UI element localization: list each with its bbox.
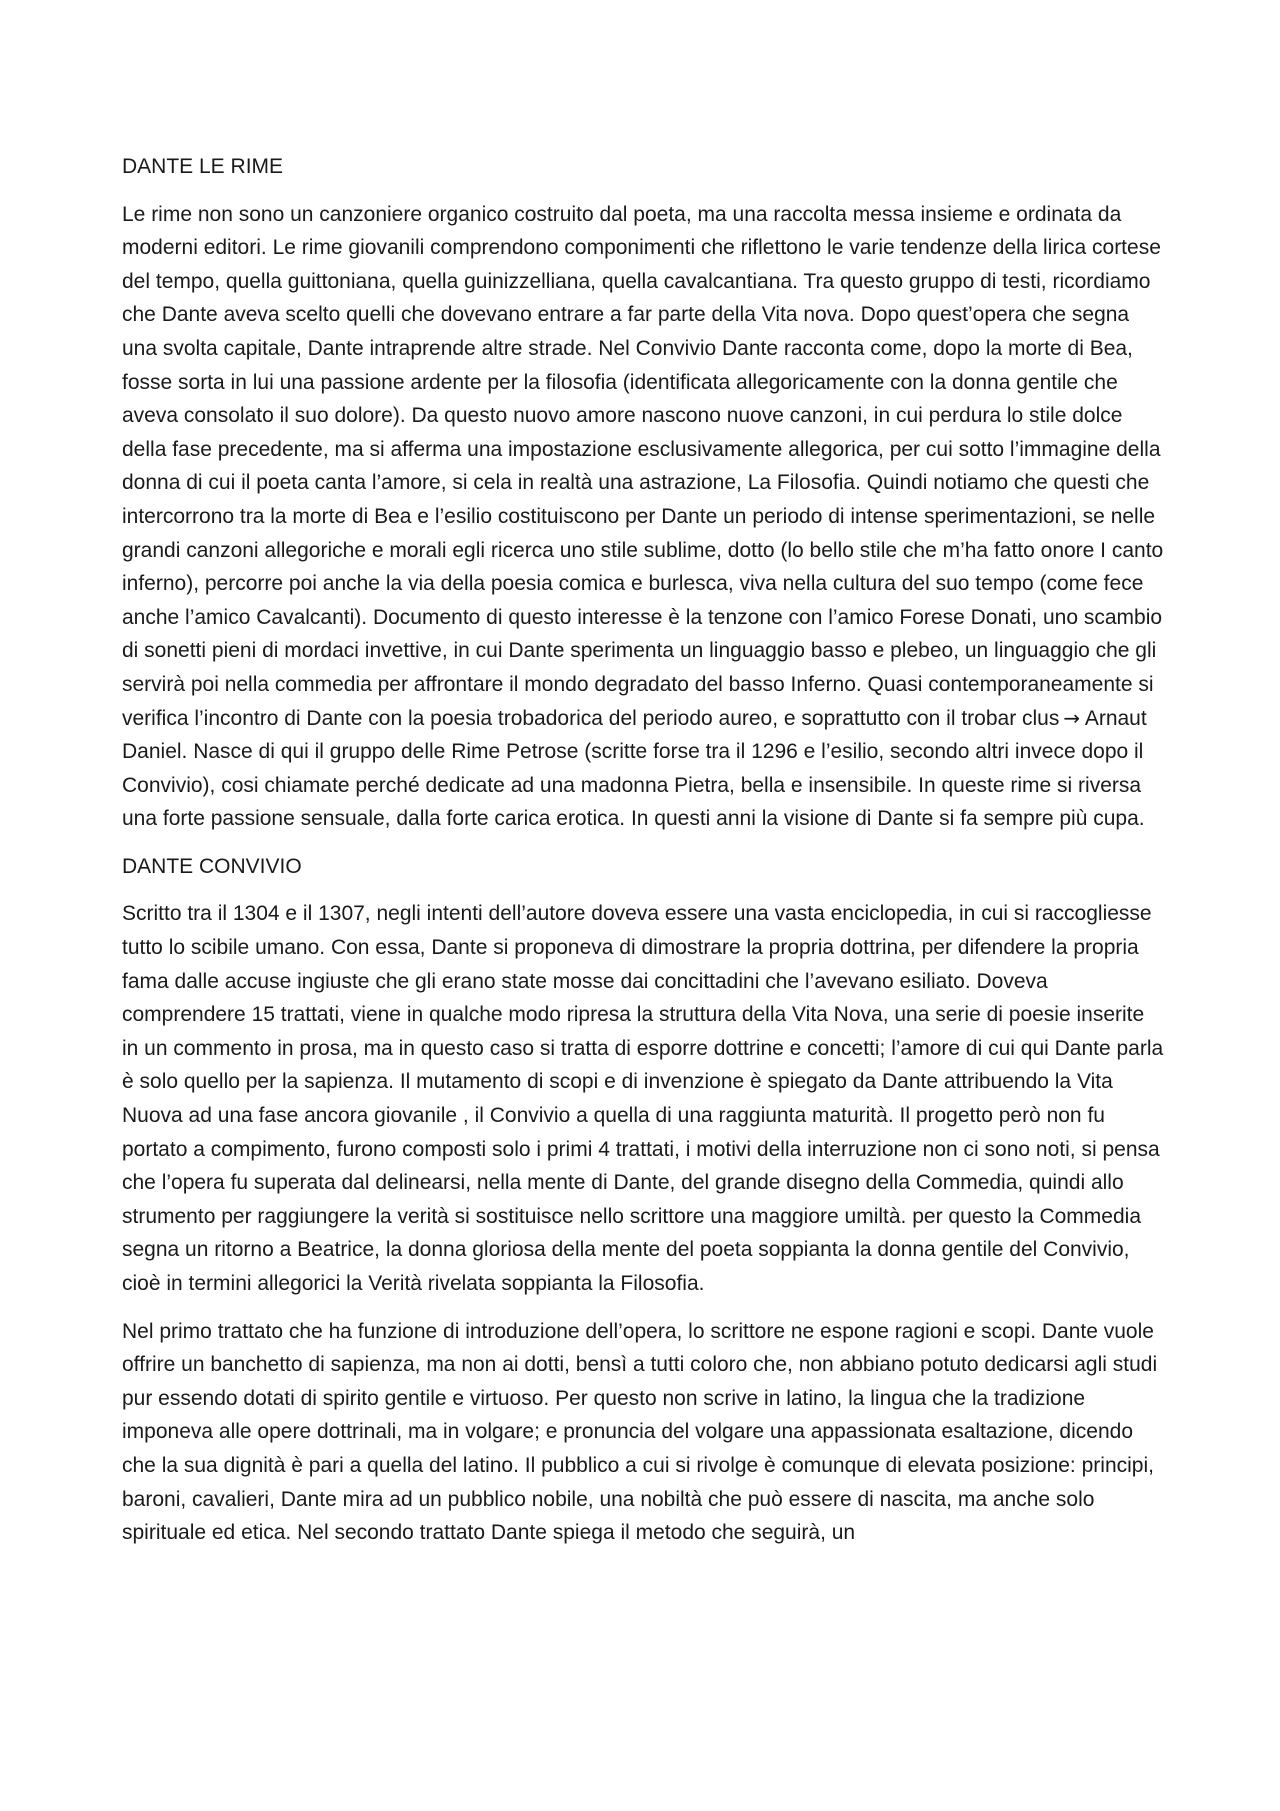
paragraph-rime — [122, 198, 1164, 836]
section-heading-convivio: DANTE CONVIVIO — [122, 854, 302, 878]
section-heading-rime: DANTE LE RIME — [122, 155, 284, 178]
document-body — [122, 150, 1164, 1564]
paragraph-rime-text-part2: Arnaut Daniel. Nasce di qui il gruppo delle Rime Petrose (scritte forse tra il 1296 e l’esilio, secondo altri invece dopo il Convivio), cosi chiamate perché dedicate ad una madonna Pietra, bella e insensibile. In queste rime si riversa una forte passione sensuale, dalla forte carica erotica. In questi anni la visione di Dante si fa sempre più cupa. — [122, 706, 1147, 831]
paragraph-rime-text-part1: Le rime non sono un canzoniere organico costruito dal poeta, ma una raccolta messa insieme e ordinata da moderni editori. Le rime giovanili comprendono componimenti che riflettono le varie tendenze della lirica cortese del tempo, quella guittoniana, quella guinizzelliana, quella cavalcantiana. Tra questo gruppo di testi, ricordiamo che Dante aveva scelto quelli che dovevano entrare a far parte della Vita nova. Dopo quest’opera che segna una svolta capitale, Dante intraprende altre strade. Nel Convivio Dante racconta come, dopo la morte di Bea, fosse sorta in lui una passione ardente per la filosofia (identificata allegoricamente con la donna gentile che aveva consolato il suo dolore). Da questo nuovo amore nascono nuove canzoni, in cui perdura lo stile dolce della fase precedente, ma si afferma una impostazione esclusivamente allegorica, per cui sotto l’immagine della donna di cui il poeta canta l’amore, si cela in realtà una astrazione, La Filosofia. Quindi notiamo che questi che intercorrono tra la morte di Bea e l’esilio costituiscono per Dante un periodo di intense sperimentazioni, se nelle grandi canzoni allegoriche e morali egli ricerca uno stile sublime, dotto (lo bello stile che m’ha fatto onore I canto inferno), percorre poi anche la via della poesia comica e burlesca, viva nella cultura del suo tempo (come fece anche l’amico Cavalcanti). Documento di questo interesse è la tenzone con l’amico Forese Donati, uno scambio di sonetti pieni di mordaci invettive, in cui Dante sperimenta un linguaggio basso e plebeo, un linguaggio che gli servirà poi nella commedia per affrontare il mondo degradato del basso Inferno. Quasi contemporaneamente si verifica l’incontro di Dante con la poesia trobadorica del periodo aureo, e soprattutto con il trobar clus — [122, 202, 1164, 730]
paragraph-convivio-2: Nel primo trattato che ha funzione di introduzione dell’opera, lo scrittore ne espone ragioni e scopi. Dante vuole offrire un banchetto di sapienza, ma non ai dotti, bensì a tutti coloro che, non abbiano potuto dedicarsi agli studi pur essendo dotati di spirito gentile e virtuoso. Per questo non scrive in latino, la lingua che la tradizione imponeva alle opere dottrinali, ma in volgare; e pronuncia del volgare una appassionata esaltazione, dicendo che la sua dignità è pari a quella del latino. Il pubblico a cui si rivolge è comunque di elevata posizione: principi, baroni, cavalieri, Dante mira ad un pubblico nobile, una nobiltà che può essere di nascita, ma anche solo spirituale ed etica. Nel secondo trattato Dante spiega il metodo che seguirà, un — [122, 1319, 1158, 1545]
paragraph-convivio-1: Scritto tra il 1304 e il 1307, negli intenti dell’autore doveva essere una vasta enciclopedia, in cui si raccogliesse tutto lo scibile umano. Con essa, Dante si proponeva di dimostrare la propria dottrina, per difendere la propria fama dalle accuse ingiuste che gli erano state mosse dai concittadini che l’avevano esiliato. Doveva comprendere 15 trattati, viene in qualche modo ripresa la struttura della Vita Nova, una serie di poesie inserite in un commento in prosa, ma in questo caso si tratta di esporre dottrine e concetti; l’amore di cui qui Dante parla è solo quello per la sapienza. Il mutamento di scopi e di invenzione è spiegato da Dante attribuendo la Vita Nuova ad una fase ancora giovanile , il Convivio a quella di una raggiunta maturità. Il progetto però non fu portato a compimento, furono composti solo i primi 4 trattati, i motivi della interruzione non ci sono noti, si pensa che l’opera fu superata dal delinearsi, nella mente di Dante, del grande disegno della Commedia, quindi allo strumento per raggiungere la verità si sostituisce nello scrittore una maggiore umiltà. per questo la Commedia segna un ritorno a Beatrice, la donna gloriosa della mente del poeta soppianta la donna gentile del Convivio, cioè in termini allegorici la Verità rivelata soppianta la Filosofia. — [122, 902, 1164, 1295]
arrow-right-icon: → — [1063, 705, 1081, 730]
